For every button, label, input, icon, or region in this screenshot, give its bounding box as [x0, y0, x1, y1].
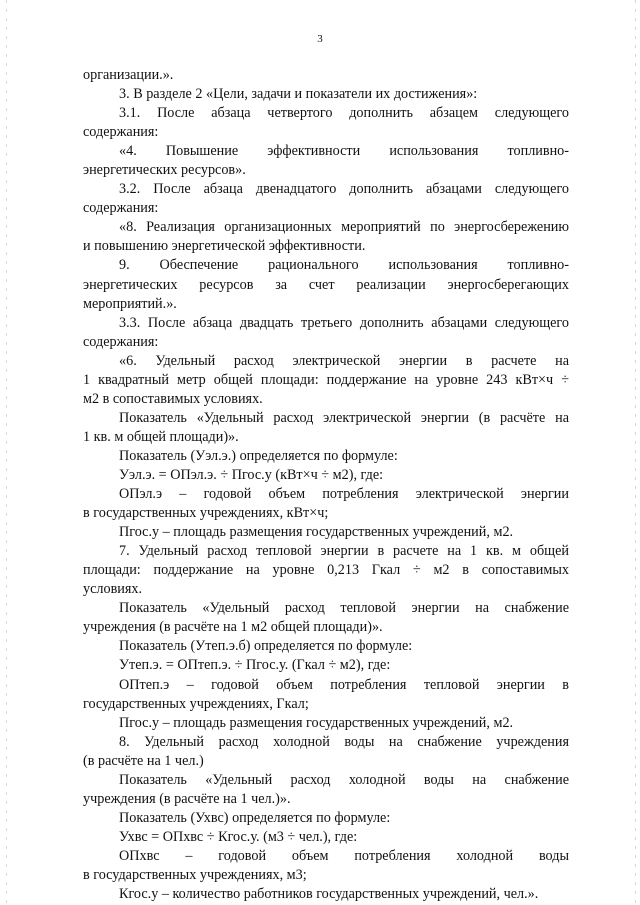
text-line: Кгос.у – количество работников государственных учреждений, чел.». [119, 886, 539, 903]
text-line: организации.». [83, 67, 174, 83]
text-line: «4. Повышение эффективности использования топливно- [119, 143, 569, 160]
text-line: энергетических ресурсов». [83, 162, 246, 179]
text-line: Показатель «Удельный расход электрической энергии (в расчёте на [119, 409, 569, 426]
text-line: Уэл.э. = ОПэл.э. ÷ Пгос.у (кВт×ч ÷ м2), где: [119, 466, 384, 483]
text-line: 1 кв. м общей площади)». [83, 428, 239, 445]
text-line: «8. Реализация организационных мероприятий по энергосбережению [119, 219, 569, 236]
scan-edge-left [6, 0, 7, 905]
text-line: в государственных учреждениях, м3; [83, 866, 307, 883]
text-line: в государственных учреждениях, кВт×ч; [83, 505, 329, 522]
text-line: Показатель «Удельный расход тепловой энергии на снабжение [119, 600, 569, 617]
text-line: Пгос.у – площадь размещения государственных учреждений, м2. [119, 524, 514, 541]
text-line: ОПэл.э – годовой объем потребления электрической энергии [119, 486, 569, 503]
text-line: энергетических ресурсов за счет реализации энергосберегающих [83, 276, 569, 293]
text-line: Показатель (Ухвс) определяется по формуле: [119, 809, 391, 826]
scan-edge-right [635, 0, 636, 905]
text-line: 9. Обеспечение рационального использования топливно- [119, 257, 569, 274]
text-line: содержания: [83, 333, 159, 350]
text-line: мероприятий.». [83, 295, 177, 312]
text-line: 1 квадратный метр общей площади: поддержание на уровне 243 кВт×ч ÷ [83, 371, 569, 388]
text-line: 7. Удельный расход тепловой энергии в расчете на 1 кв. м общей [119, 543, 569, 560]
text-line: 3.1. После абзаца четвертого дополнить абзацем следующего [119, 105, 569, 122]
text-line: Пгос.у – площадь размещения государственных учреждений, м2. [119, 714, 514, 731]
page-number: 3 [317, 33, 323, 45]
text-line: содержания: [83, 200, 159, 217]
text-line: ОПхвс – годовой объем потребления холодной воды [119, 847, 569, 864]
document-body [83, 66, 569, 904]
text-line: учреждения (в расчёте на 1 чел.)». [83, 790, 291, 807]
text-line: 3. В разделе 2 «Цели, задачи и показатели их достижения»: [119, 86, 478, 103]
text-line: ОПтеп.э – годовой объем потребления тепловой энергии в [119, 676, 569, 693]
text-line: 3.3. После абзаца двадцать третьего дополнить абзацами следующего [119, 314, 569, 331]
text-line: «6. Удельный расход электрической энергии в расчете на [119, 352, 569, 369]
text-line: содержания: [83, 124, 159, 141]
text-line: Показатель (Уэл.э.) определяется по формуле: [119, 447, 398, 464]
text-line: 3.2. После абзаца двенадцатого дополнить абзацами следующего [119, 181, 569, 198]
text-line: государственных учреждениях, Гкал; [83, 695, 309, 712]
text-line: м2 в сопоставимых условиях. [83, 390, 263, 407]
text-line: Показатель (Утеп.э.б) определяется по формуле: [119, 638, 413, 655]
text-line: Утеп.э. = ОПтеп.э. ÷ Пгос.у. (Гкал ÷ м2), где: [119, 657, 391, 674]
text-line: и повышению энергетической эффективности. [83, 238, 366, 255]
text-line: Ухвс = ОПхвс ÷ Кгос.у. (м3 ÷ чел.), где: [119, 828, 358, 845]
text-line: условиях. [83, 581, 143, 598]
text-line: Показатель «Удельный расход холодной воды на снабжение [119, 771, 569, 788]
text-line: учреждения (в расчёте на 1 м2 общей площади)». [83, 619, 383, 636]
text-line: (в расчёте на 1 чел.) [83, 752, 204, 769]
text-line: площади: поддержание на уровне 0,213 Гкал ÷ м2 в сопоставимых [83, 562, 569, 579]
text-line: 8. Удельный расход холодной воды на снабжение учреждения [119, 733, 569, 750]
